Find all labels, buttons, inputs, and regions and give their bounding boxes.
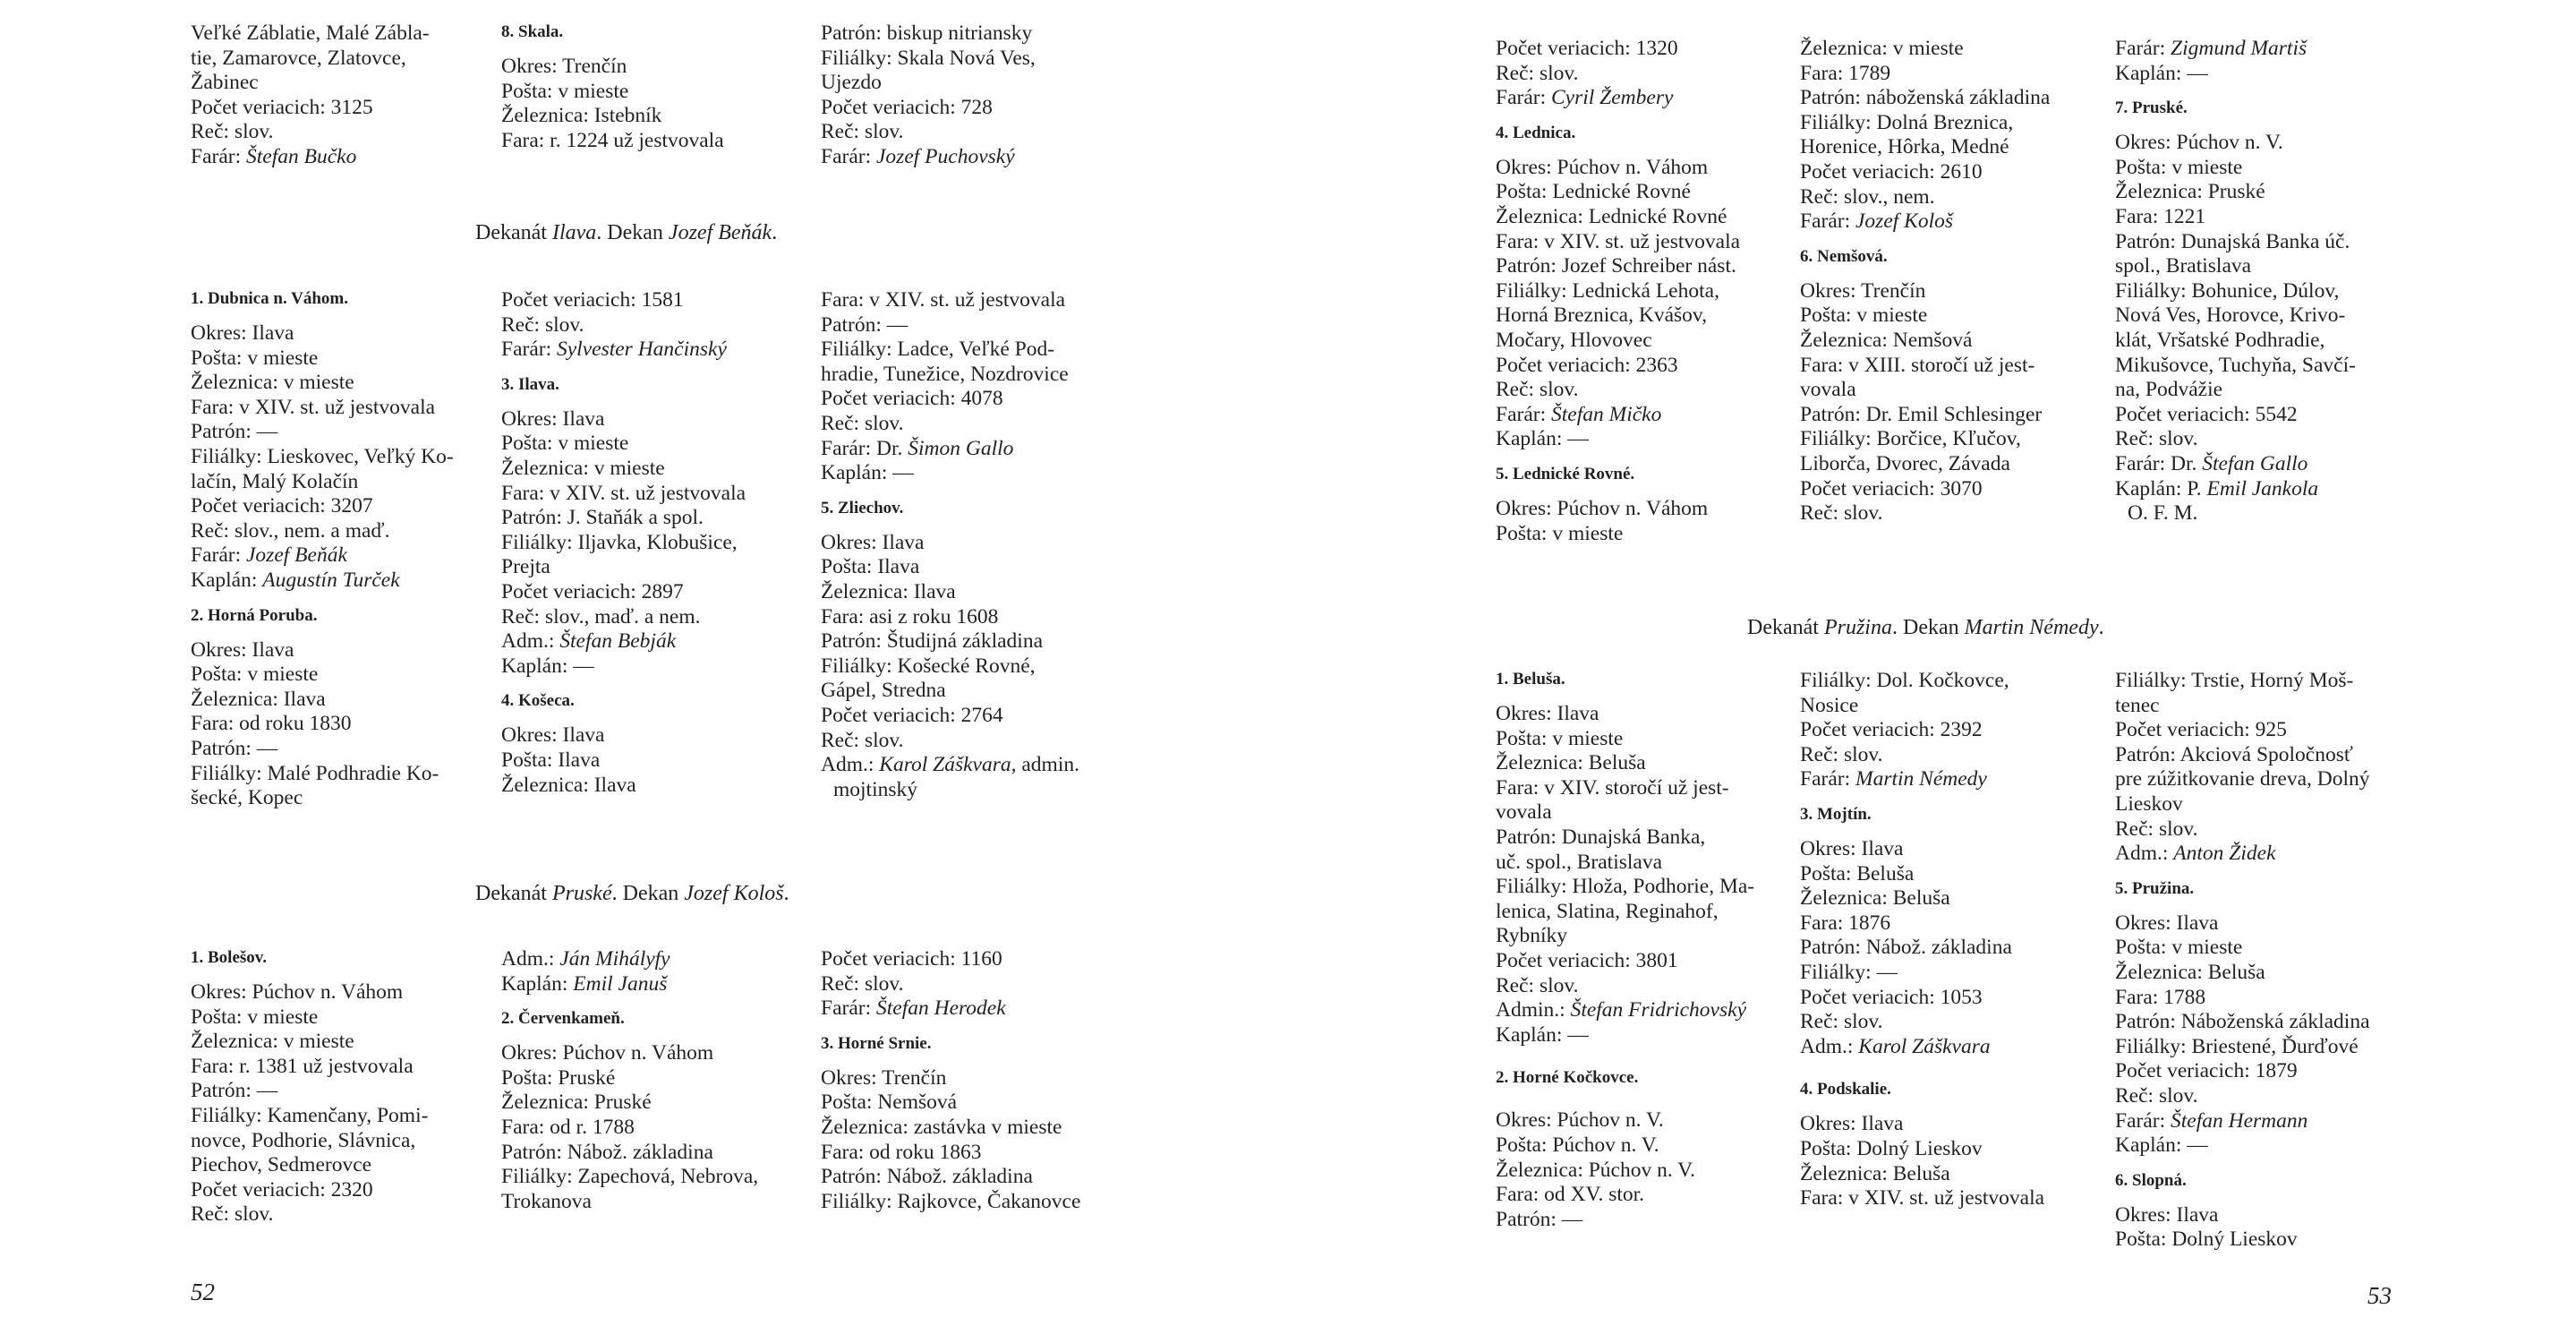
entry-line: Filiálky: Lednická Lehota,: [1496, 278, 1719, 303]
entry-line: Počet veriacich: 2392: [1800, 718, 1983, 742]
right-top-col1: [1496, 37, 1800, 546]
entry-lines: [1496, 1108, 1800, 1232]
entry-line: Pošta: Beluša: [1800, 861, 1915, 885]
entry-line: Patrón: biskup nitriansky: [821, 21, 1033, 45]
entry-line: Pošta: v mieste: [501, 432, 629, 456]
entry-line: hradie, Tunežice, Nozdrovice: [821, 362, 1069, 386]
entry-line: Pošta: Pruské: [501, 1065, 616, 1090]
entry-line: Fara: v XIV. st. už jestvovala: [821, 288, 1066, 312]
farar-line: Farár: Štefan Herodek: [821, 997, 1006, 1021]
entry-line: Počet veriacich: 3125: [191, 95, 373, 119]
entry-line: pre zúžitkovanie dreva, Dolný: [2115, 767, 2370, 791]
entry-line: Fara: v XIV. st. už jestvovala: [191, 395, 436, 419]
entry-line: Patrón: —: [191, 1079, 278, 1103]
entry-line: Počet veriacich: 3207: [191, 494, 373, 518]
entry-title: 5. Zliechov.: [821, 498, 904, 518]
adm-line: Adm.: Ján Mihályfy: [501, 947, 670, 971]
right-page: [1288, 0, 2576, 1343]
entry-lines: [2115, 911, 2419, 1109]
entry-line: Pošta: v mieste: [2115, 936, 2243, 960]
entry-line: Filiálky: Trstie, Horný Moš-: [2115, 669, 2354, 692]
entry-line: Počet veriacich: 1581: [501, 288, 684, 312]
entry-line: Okres: Ilava: [501, 723, 605, 748]
entry-line: Patrón: —: [191, 736, 278, 760]
entry-lines: [1800, 1112, 2104, 1210]
entry-line: Pošta: v mieste: [1800, 304, 1928, 328]
entry-title: 4. Lednica.: [1496, 123, 1576, 142]
entry-line: Počet veriacich: 3070: [1800, 476, 1983, 500]
entry-line: Fara: 1788: [2115, 985, 2206, 1009]
entry-line: Filiálky: —: [1800, 960, 1898, 984]
entry-line: Okres: Púchov n. Váhom: [1496, 496, 1709, 520]
entry-line: Fara: v XIV. storočí už jest-: [1496, 775, 1729, 800]
adm-line: Adm.: Karol Záškvara, admin.: [821, 753, 1079, 777]
entry-line: Reč: slov., maď. a nem.: [501, 604, 701, 629]
entry-lines: [191, 638, 486, 811]
pruske-col3: [821, 947, 1125, 1214]
entry-line: Filiálky: Skala Nová Ves,: [821, 46, 1036, 70]
entry-line: Pošta: v mieste: [1496, 726, 1624, 750]
entry-line: Žabinec: [191, 71, 259, 95]
entry-line: Okres: Trenčín: [1800, 278, 1926, 303]
entry-line: Patrón: Dunajská Banka úč.: [2115, 229, 2350, 253]
entry-line: Železnica: Pruské: [2115, 180, 2265, 204]
entry-line: Filiálky: Bohunice, Dúlov,: [2115, 278, 2340, 303]
entry-line: Železnica: Ilava: [501, 773, 636, 797]
entry-lines: [2115, 1203, 2419, 1253]
entry-lines: [821, 21, 1116, 145]
farar-line: Farár: Štefan Hermann: [2115, 1108, 2308, 1133]
entry-line: Železnica: v mieste: [1800, 37, 1964, 60]
entry-line: Reč: slov.: [501, 312, 584, 337]
entry-line: Okres: Ilava: [501, 406, 605, 431]
entry-line: Okres: Ilava: [191, 637, 294, 662]
farar-line: Farár: Jozef Kološ: [1800, 210, 1954, 234]
entry-lines: [1800, 37, 2104, 210]
entry-line: Okres: Trenčín: [501, 55, 627, 78]
deanery-heading-pruske: Dekanát Pruské. Dekan Jozef Kološ.: [475, 882, 789, 905]
entry-line: Fara: 1789: [1800, 61, 1891, 85]
entry-line: Počet veriacich: 2320: [191, 1177, 373, 1202]
entry-title: 5. Pružina.: [2115, 878, 2195, 898]
left-top-col1: [191, 21, 477, 170]
entry-line: šecké, Kopec: [191, 786, 303, 810]
entry-line: Železnica: v mieste: [191, 1030, 354, 1054]
entry-line: Filiálky: Malé Podhradie Ko-: [191, 761, 439, 785]
left-top-col3: [821, 21, 1116, 170]
entry-line: Filiálky: Kamenčany, Pomi-: [191, 1103, 429, 1127]
entry-line: Reč: slov.: [191, 120, 274, 144]
entry-line: Pošta: Ilava: [501, 748, 601, 772]
pruzina-col3: [2115, 669, 2419, 1253]
entry-title: 4. Podskalie.: [1800, 1080, 1891, 1099]
entry-line: Prejta: [501, 555, 550, 579]
entry-line: Filiálky: Dol. Kočkovce,: [1800, 669, 2009, 692]
entry-line: Počet veriacich: 1320: [1496, 37, 1678, 60]
entry-line: Filiálky: Rajkovce, Čakanovce: [821, 1189, 1081, 1213]
entry-line: Fara: od roku 1830: [191, 712, 352, 736]
entry-line: Počet veriacich: 925: [2115, 718, 2287, 742]
entry-line: na, Podvážie: [2115, 378, 2223, 402]
entry-line: Liborča, Dvorec, Závada: [1800, 451, 2010, 475]
entry-line: Pošta: Dolný Lieskov: [1800, 1136, 1983, 1160]
entry-lines: [1496, 156, 1800, 403]
entry-title: 1. Bolešov.: [191, 948, 267, 967]
entry-line: Rybníky: [1496, 924, 1568, 948]
entry-line: Okres: Púchov n. Váhom: [1496, 155, 1709, 179]
entry-line: Počet veriacich: 2897: [501, 579, 684, 603]
entry-lines: [191, 21, 477, 145]
left-top-col2: [501, 21, 797, 153]
adm-line: Admin.: Štefan Fridrichovský: [1496, 998, 1746, 1022]
entry-line: Reč: slov.: [821, 728, 904, 752]
entry-line: Reč: slov.: [2115, 427, 2198, 451]
kaplan-line: Kaplán: —: [821, 461, 914, 485]
entry-line: Nosice: [1800, 693, 1859, 717]
entry-title: 3. Mojtín.: [1800, 804, 1872, 824]
entry-lines: [501, 1041, 806, 1214]
entry-line: Fara: od r. 1788: [501, 1115, 635, 1139]
entry-title: 1. Dubnica n. Váhom.: [191, 289, 348, 308]
entry-line: Pošta: Ilava: [821, 555, 920, 579]
entry-line: Okres: Ilava: [191, 321, 294, 345]
entry-title: 4. Košeca.: [501, 691, 575, 711]
entry-line: Reč: slov.: [191, 1202, 274, 1227]
entry-line: Železnica: Beluša: [2115, 960, 2265, 984]
farar-line: Farár: Martin Némedy: [1800, 767, 1987, 791]
entry-line: Pošta: Lednické Rovné: [1496, 180, 1691, 204]
entry-line: Počet veriacich: 4078: [821, 387, 1003, 411]
entry-line: Počet veriacich: 1160: [821, 947, 1002, 971]
kaplan-line: Kaplán: P. Emil Jankola: [2115, 476, 2319, 500]
entry-line: Pošta: v mieste: [191, 346, 319, 370]
entry-lines: [821, 947, 1125, 997]
entry-line: Pošta: Nemšová: [821, 1091, 958, 1115]
entry-line: Patrón: J. Staňák a spol.: [501, 506, 704, 530]
page-number: 53: [2367, 1282, 2392, 1309]
entry-line: Reč: slov., nem. a maď.: [191, 518, 390, 543]
entry-title: 6. Nemšová.: [1800, 246, 1888, 266]
right-top-col3: [2115, 37, 2419, 526]
entry-line: Reč: slov., nem.: [1800, 184, 1935, 209]
entry-line: Železnica: Púchov n. V.: [1496, 1158, 1695, 1182]
entry-title: 2. Horná Poruba.: [191, 605, 318, 625]
entry-line: Fara: v XIV. st. už jestvovala: [1496, 229, 1741, 253]
deanery-heading-ilava: Dekanát Ilava. Dekan Jozef Beňák.: [475, 221, 778, 244]
entry-title: 2. Horné Kočkovce.: [1496, 1068, 1639, 1088]
farar-line: Farár: Dr. Štefan Gallo: [2115, 451, 2308, 475]
entry-line: tie, Zamarovce, Zlatovce,: [191, 46, 406, 70]
entry-line: Počet veriacich: 2764: [821, 703, 1003, 727]
entry-lines: [501, 55, 797, 153]
right-top-col2: [1800, 37, 2104, 526]
kaplan-line: Kaplán: —: [2115, 1133, 2208, 1158]
kaplan-line: Kaplán: Emil Januš: [501, 971, 668, 996]
entry-line: Patrón: Nábož. základina: [821, 1165, 1033, 1189]
entry-line: Patrón: Študijná základina: [821, 629, 1044, 654]
entry-line: Počet veriacich: 1053: [1800, 985, 1983, 1009]
entry-title: 8. Skala.: [501, 22, 564, 41]
entry-line: Počet veriacich: 728: [821, 95, 993, 119]
entry-line: vovala: [1496, 800, 1552, 825]
entry-lines: [501, 407, 806, 629]
entry-line: Železnica: v mieste: [191, 371, 354, 395]
entry-line: Lieskov: [2115, 791, 2183, 816]
entry-line: Patrón: Akciová Spoločnosť: [2115, 742, 2353, 766]
entry-line: novce, Podhorie, Slávnica,: [191, 1128, 416, 1152]
entry-lines: [1800, 279, 2104, 526]
farar-line: Farár: Štefan Bučko: [191, 144, 357, 168]
entry-line: Reč: slov.: [821, 971, 904, 996]
entry-line: Fara: r. 1381 už jestvovala: [191, 1054, 414, 1078]
entry-line: Patrón: Nábož. základina: [1800, 936, 2012, 960]
kaplan-line: Kaplán: Augustín Turček: [191, 568, 400, 592]
entry-line: Patrón: —: [1496, 1207, 1583, 1231]
entry-line: Patrón: náboženská základina: [1800, 86, 2051, 110]
entry-line: Reč: slov.: [821, 411, 904, 435]
entry-line: Okres: Ilava: [2115, 911, 2219, 935]
kaplan-line: Kaplán: —: [2115, 61, 2208, 85]
entry-lines: [821, 1066, 1125, 1215]
pruske-col1: [191, 947, 486, 1228]
entry-line: lačín, Malý Kolačín: [191, 469, 359, 493]
entry-line: Okres: Ilava: [2115, 1202, 2219, 1227]
kaplan-line: Kaplán: —: [1496, 427, 1589, 451]
farar-line: Farár: Jozef Puchovský: [821, 144, 1015, 168]
entry-lines: [1496, 37, 1800, 86]
entry-line: Železnica: Istebník: [501, 104, 662, 128]
entry-line: Reč: slov.: [1800, 1010, 1883, 1034]
entry-line: Okres: Púchov n. V.: [2115, 131, 2283, 155]
entry-line: Počet veriacich: 2610: [1800, 159, 1983, 184]
entry-line: Patrón: Náboženská základina: [2115, 1010, 2370, 1034]
entry-lines: [191, 321, 486, 543]
entry-line: Filiálky: Borčice, Kľučov,: [1800, 427, 2021, 451]
kaplan-line-cont: O. F. M.: [2128, 501, 2198, 526]
entry-line: Okres: Trenčín: [821, 1065, 947, 1090]
entry-lines: [2115, 669, 2419, 842]
entry-line: Okres: Púchov n. Váhom: [191, 980, 404, 1004]
farar-line: Farár: Sylvester Hančinský: [501, 338, 727, 362]
entry-line: Gápel, Stredna: [821, 679, 946, 703]
entry-title: 3. Ilava.: [501, 374, 559, 394]
entry-line: Okres: Púchov n. Váhom: [501, 1041, 714, 1065]
farar-line: Farár: Zigmund Martiš: [2115, 37, 2307, 60]
entry-lines: [1800, 669, 2104, 767]
entry-line: Reč: slov.: [2115, 817, 2198, 841]
adm-line: Adm.: Karol Záškvara: [1800, 1034, 1991, 1058]
entry-line: Reč: slov.: [821, 120, 904, 144]
entry-line: Fara: od roku 1863: [821, 1140, 982, 1164]
entry-line: Fara: 1876: [1800, 911, 1891, 935]
entry-line: Pošta: v mieste: [191, 1005, 319, 1029]
entry-line: Piechov, Sedmerovce: [191, 1153, 372, 1177]
adm-line: Adm.: Štefan Bebják: [501, 629, 677, 654]
entry-line: Pošta: v mieste: [501, 79, 629, 103]
entry-lines: [501, 288, 806, 338]
entry-line: Reč: slov.: [1496, 61, 1579, 85]
entry-line: Filiálky: Iljavka, Klobušice,: [501, 530, 738, 554]
entry-line: Počet veriacich: 3801: [1496, 948, 1678, 972]
entry-line: Filiálky: Košecké Rovné,: [821, 654, 1036, 678]
entry-title: 2. Červenkameň.: [501, 1009, 625, 1029]
entry-line: Okres: Ilava: [1800, 836, 1904, 860]
entry-line: Počet veriacich: 5542: [2115, 402, 2298, 426]
entry-line: Pošta: v mieste: [2115, 155, 2243, 179]
entry-line: Počet veriacich: 2363: [1496, 353, 1678, 377]
entry-line: Patrón: Nábož. základina: [501, 1140, 713, 1164]
entry-line: Železnica: Beluša: [1800, 1161, 1950, 1185]
entry-line: Pošta: Dolný Lieskov: [2115, 1228, 2298, 1252]
entry-line: Filiálky: Ladce, Veľké Pod-: [821, 338, 1055, 362]
entry-line: Železnica: Lednické Rovné: [1496, 204, 1727, 228]
entry-line: Fara: v XIV. st. už jestvovala: [501, 481, 746, 505]
entry-title: 1. Beluša.: [1496, 670, 1565, 689]
ilava-col2: [501, 288, 806, 798]
entry-line: Patrón: —: [821, 312, 908, 337]
farar-line: Farár: Štefan Mičko: [1496, 402, 1662, 426]
entry-line: Pošta: Púchov n. V.: [1496, 1133, 1659, 1157]
page-number: 52: [191, 1279, 215, 1305]
pruske-col2: [501, 947, 806, 1214]
entry-line: Filiálky: Dolná Breznica,: [1800, 110, 2014, 134]
entry-line: Okres: Ilava: [821, 530, 925, 554]
entry-line: Fara: r. 1224 už jestvovala: [501, 128, 724, 152]
entry-line: tenec: [2115, 693, 2160, 717]
kaplan-line: Kaplán: —: [1496, 1022, 1589, 1047]
entry-line: Horenice, Hôrka, Medné: [1800, 135, 2009, 159]
entry-line: Železnica: v mieste: [501, 456, 665, 480]
entry-line: Fara: v XIV. st. už jestvovala: [1800, 1186, 2045, 1210]
adm-line-cont: mojtinský: [833, 777, 918, 801]
entry-line: Močary, Hlovovec: [1496, 328, 1652, 352]
entry-line: Reč: slov.: [1800, 501, 1883, 526]
entry-line: Patrón: Dunajská Banka,: [1496, 825, 1706, 849]
entry-line: vovala: [1800, 378, 1856, 402]
entry-line: Železnica: Beluša: [1800, 886, 1950, 911]
entry-title: 3. Horné Srnie.: [821, 1033, 932, 1053]
entry-line: klát, Vršatské Podhradie,: [2115, 328, 2325, 352]
entry-line: Fara: od XV. stor.: [1496, 1183, 1645, 1207]
entry-line: Železnica: Beluša: [1496, 751, 1646, 775]
entry-line: Veľké Záblatie, Malé Zábla-: [191, 21, 430, 45]
entry-lines: [1800, 837, 2104, 1035]
entry-line: Pošta: v mieste: [191, 663, 319, 687]
entry-lines: [821, 531, 1125, 753]
entry-line: Železnica: Ilava: [821, 579, 956, 603]
entry-line: Okres: Ilava: [1496, 702, 1599, 725]
entry-line: spol., Bratislava: [2115, 254, 2252, 278]
entry-line: Horná Breznica, Kvášov,: [1496, 304, 1707, 328]
entry-line: Počet veriacich: 1879: [2115, 1059, 2298, 1083]
farar-line: Farár: Jozef Beňák: [191, 543, 347, 568]
entry-line: Reč: slov.: [1800, 742, 1883, 766]
entry-title: 7. Pruské.: [2115, 98, 2188, 118]
entry-line: Ujezdo: [821, 71, 882, 95]
entry-line: Filiálky: Briestené, Ďurďové: [2115, 1034, 2358, 1058]
deanery-heading-pruzina: Dekanát Pružina. Dekan Martin Némedy.: [1747, 616, 2104, 639]
entry-line: uč. spol., Bratislava: [1496, 850, 1663, 874]
entry-line: Fara: 1221: [2115, 204, 2206, 228]
entry-lines: [2115, 131, 2419, 452]
entry-line: Filiálky: Zapechová, Nebrova,: [501, 1165, 759, 1189]
entry-line: Železnica: Nemšová: [1800, 328, 1973, 352]
entry-line: Filiálky: Hloža, Podhorie, Ma-: [1496, 875, 1755, 899]
entry-line: lenica, Slatina, Reginahof,: [1496, 899, 1719, 923]
entry-lines: [821, 288, 1125, 437]
farar-line: Farár: Cyril Žembery: [1496, 86, 1674, 110]
entry-line: Patrón: Dr. Emil Schlesinger: [1800, 402, 2043, 426]
entry-lines: [501, 723, 806, 798]
kaplan-line: Kaplán: —: [501, 654, 594, 678]
entry-line: Železnica: Ilava: [191, 687, 326, 711]
entry-line: Pošta: v mieste: [1496, 521, 1624, 545]
entry-line: Fara: asi z roku 1608: [821, 604, 999, 629]
pruzina-col2: [1800, 669, 2104, 1211]
entry-line: Mikušovce, Tuchyňa, Savčí-: [2115, 353, 2356, 377]
ilava-col1: [191, 288, 486, 811]
entry-line: Reč: slov.: [2115, 1083, 2198, 1108]
pruzina-col1: [1496, 669, 1800, 1232]
entry-line: Trokanova: [501, 1189, 592, 1213]
entry-line: Železnica: zastávka v mieste: [821, 1115, 1062, 1139]
adm-line: Adm.: Anton Židek: [2115, 842, 2276, 866]
entry-line: Filiálky: Lieskovec, Veľký Ko-: [191, 444, 454, 468]
entry-line: Okres: Ilava: [1800, 1112, 1904, 1136]
entry-title: 5. Lednické Rovné.: [1496, 464, 1635, 483]
entry-line: Reč: slov.: [1496, 973, 1579, 997]
entry-title: 6. Slopná.: [2115, 1170, 2187, 1190]
entry-line: Nová Ves, Horovce, Krivo-: [2115, 304, 2346, 328]
entry-line: Patrón: —: [191, 420, 278, 444]
entry-line: Reč: slov.: [1496, 378, 1579, 402]
entry-line: Okres: Púchov n. V.: [1496, 1108, 1664, 1133]
entry-lines: [1496, 497, 1800, 546]
ilava-col3: [821, 288, 1125, 802]
entry-line: Fara: v XIII. storočí už jest-: [1800, 353, 2035, 377]
entry-line: Železnica: Pruské: [501, 1091, 652, 1115]
entry-lines: [1496, 702, 1800, 998]
farar-line: Farár: Dr. Šimon Gallo: [821, 436, 1014, 460]
entry-line: Patrón: Jozef Schreiber nást.: [1496, 254, 1736, 278]
entry-lines: [191, 980, 486, 1228]
